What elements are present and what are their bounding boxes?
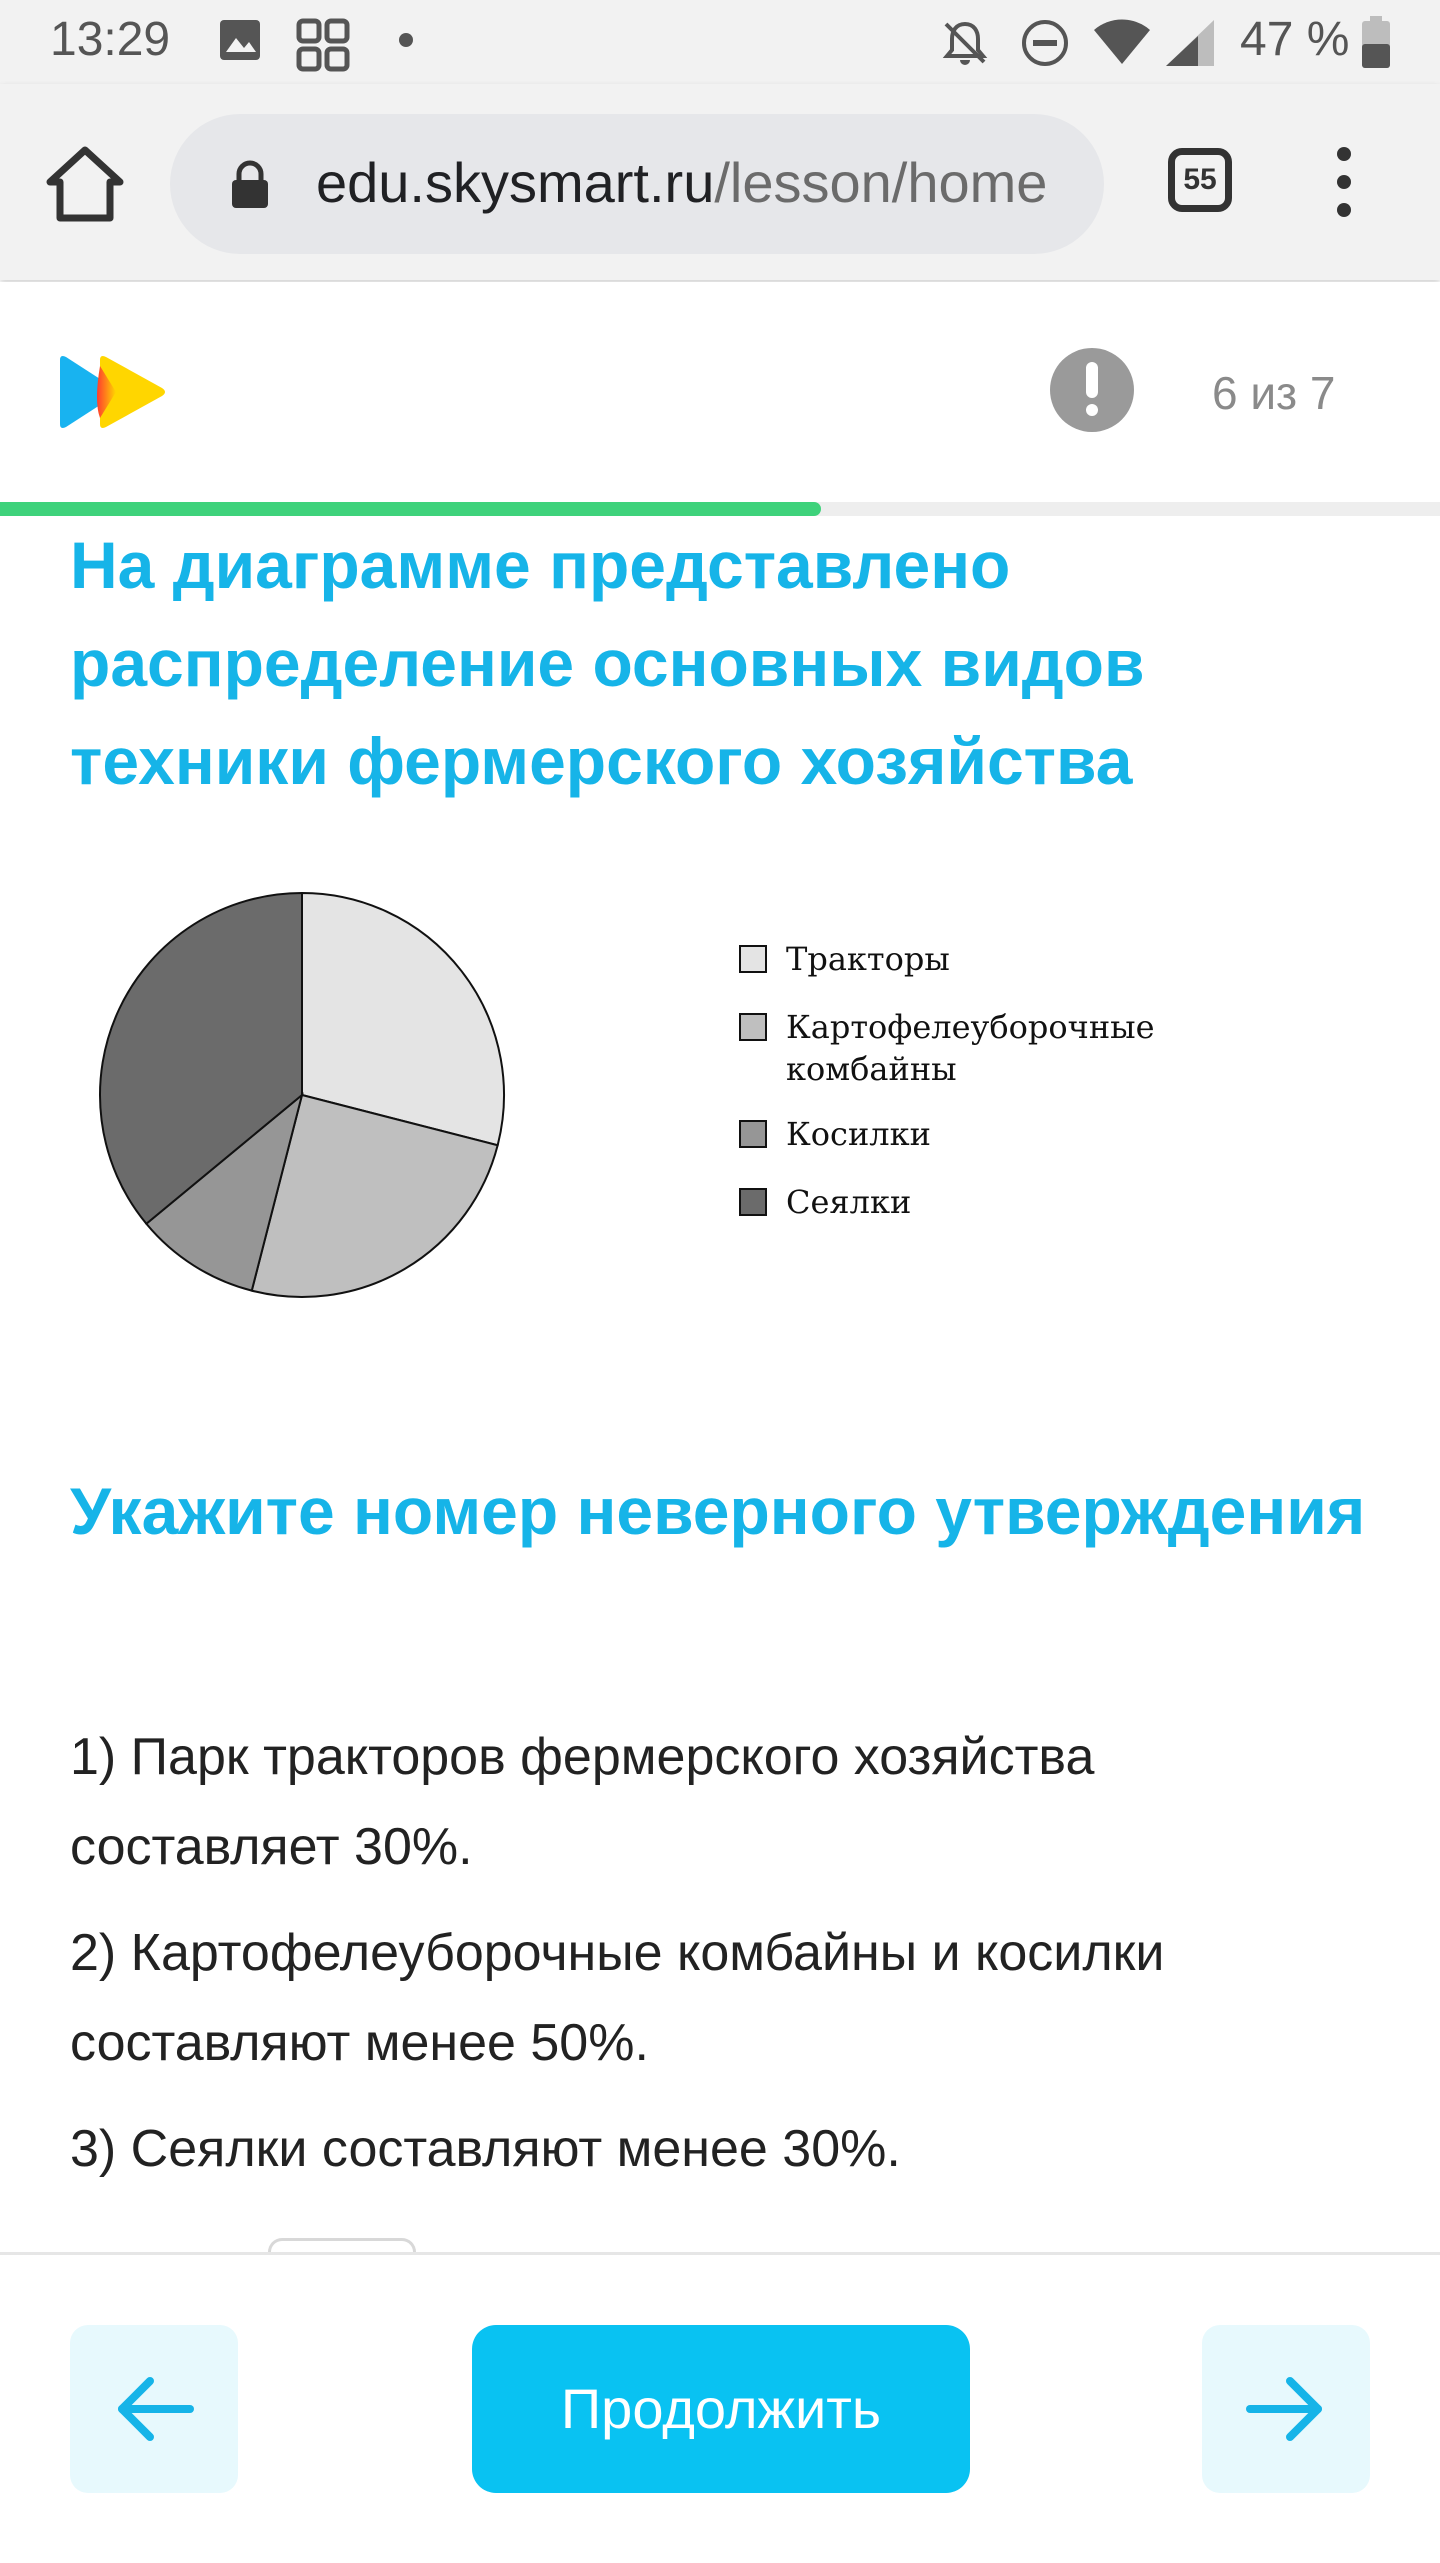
arrow-right-icon [1202, 2325, 1370, 2493]
arrow-left-icon [70, 2325, 238, 2493]
url-text[interactable] [316, 150, 1047, 215]
legend-swatch-3 [740, 1121, 766, 1147]
bottom-navigation [0, 2252, 1440, 2563]
report-icon-dot [1086, 404, 1098, 416]
more-options-icon[interactable] [1324, 142, 1364, 222]
home-icon[interactable] [44, 144, 126, 226]
legend-label-1: Тракторы [786, 940, 950, 978]
battery-icon [1362, 16, 1390, 68]
address-bar[interactable] [170, 114, 1104, 254]
qr-code-icon [296, 18, 350, 72]
browser-toolbar [0, 84, 1440, 280]
statements-list [70, 1712, 1370, 2210]
legend-swatch-4 [740, 1189, 766, 1215]
task-title: На диаграмме представлено распределение основных видов техники фермерского хозяйства [70, 528, 1145, 798]
notifications-off-icon [940, 18, 990, 68]
pie-chart [70, 860, 1330, 1330]
legend-label-3: Косилки [786, 1115, 931, 1153]
statement-1: 1) Парк тракторов фермерского хозяйства составляет 30%. [70, 1728, 1095, 1876]
lock-icon [230, 160, 270, 210]
task-question: Укажите номер неверного утверждения [70, 1474, 1366, 1548]
report-problem-icon[interactable] [1050, 348, 1134, 432]
skysmart-logo-icon[interactable] [56, 352, 168, 432]
dot-icon [398, 32, 414, 48]
legend-swatch-2 [740, 1014, 766, 1040]
signal-icon [1164, 18, 1216, 68]
lesson-progress-bar [0, 502, 1440, 516]
continue-button[interactable]: Продолжить [472, 2325, 970, 2493]
wifi-icon [1092, 18, 1152, 66]
step-counter: 6 из 7 [1212, 367, 1336, 419]
report-icon-bar [1086, 362, 1098, 398]
do-not-disturb-icon [1020, 18, 1070, 68]
url-path: /lesson/home [714, 151, 1048, 214]
status-bar [0, 0, 1440, 84]
legend-label-2: Картофелеуборочные комбайны [786, 1008, 1155, 1088]
status-time: 13:29 [50, 13, 171, 66]
pie-slices [100, 893, 504, 1297]
image-icon [218, 18, 262, 62]
lesson-progress-fill [0, 502, 821, 516]
pie-legend [740, 940, 1155, 1221]
lesson-header [0, 282, 1440, 502]
legend-swatch-1 [740, 946, 766, 972]
battery-percent: 47 % [1240, 13, 1350, 66]
previous-button[interactable] [70, 2325, 238, 2493]
statement-3: 3) Сеялки составляют менее 30%. [70, 2120, 901, 2178]
legend-label-4: Сеялки [786, 1183, 912, 1221]
tab-switcher-button[interactable]: 55 [1168, 148, 1232, 212]
next-button[interactable] [1202, 2325, 1370, 2493]
statement-2: 2) Картофелеуборочные комбайны и косилки составляют менее 50%. [70, 1924, 1165, 2072]
url-domain: edu.skysmart.ru [316, 151, 715, 214]
